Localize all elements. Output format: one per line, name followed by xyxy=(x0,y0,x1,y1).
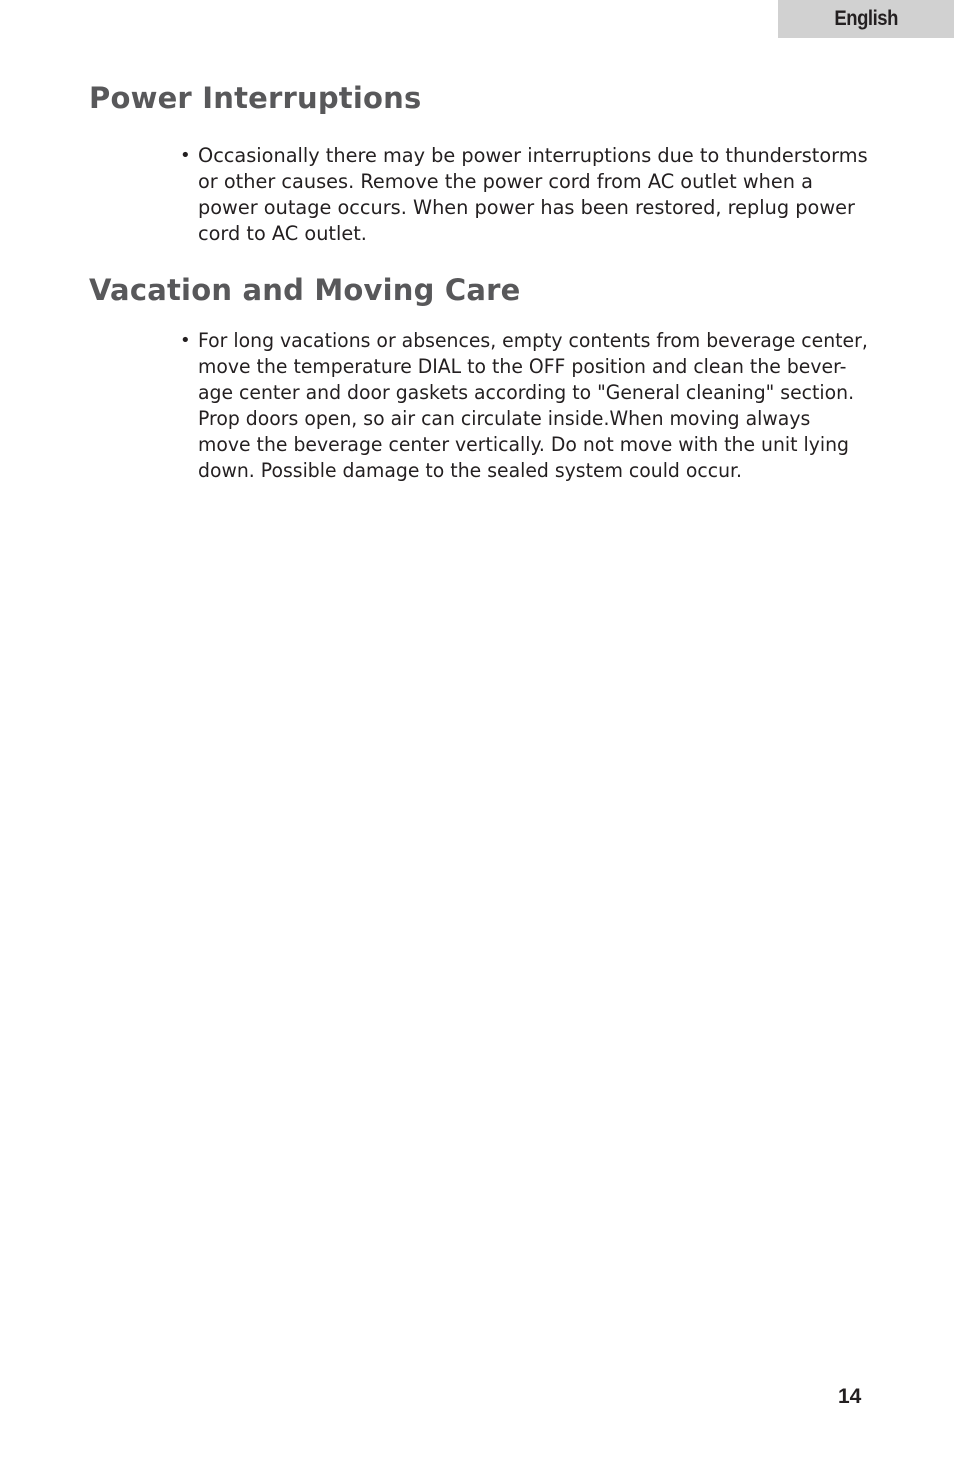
text-line: power outage occurs. When power has been restored, replug power xyxy=(198,196,855,219)
bullet-dot-icon: • xyxy=(180,145,191,166)
text-line: move the temperature DIAL to the OFF position and clean the bever- xyxy=(198,355,847,378)
text-line: down. Possible damage to the sealed system could occur. xyxy=(198,459,743,482)
bullet-item-vacation-moving-care xyxy=(180,328,880,484)
text-line: Occasionally there may be power interruptions due to thunderstorms xyxy=(198,144,868,167)
text-line: age center and door gaskets according to "General cleaning" section. xyxy=(198,381,855,404)
page-number: 14 xyxy=(838,1385,862,1408)
bullet-text xyxy=(198,143,875,247)
language-label: English xyxy=(834,7,898,30)
text-line: cord to AC outlet. xyxy=(198,222,367,245)
section-title-power-interruptions: Power Interruptions xyxy=(89,81,422,115)
bullet-text xyxy=(198,328,892,484)
bullet-item-power-interruptions xyxy=(180,143,880,247)
language-tab xyxy=(778,0,954,38)
bullet-dot-icon: • xyxy=(180,330,191,351)
section-title-vacation-moving-care: Vacation and Moving Care xyxy=(89,273,521,307)
text-line: For long vacations or absences, empty contents from beverage center, xyxy=(198,329,868,352)
text-line: move the beverage center vertically. Do not move with the unit lying xyxy=(198,433,850,456)
text-line: Prop doors open, so air can circulate inside.When moving always xyxy=(198,407,811,430)
text-line: or other causes. Remove the power cord from AC outlet when a xyxy=(198,170,813,193)
